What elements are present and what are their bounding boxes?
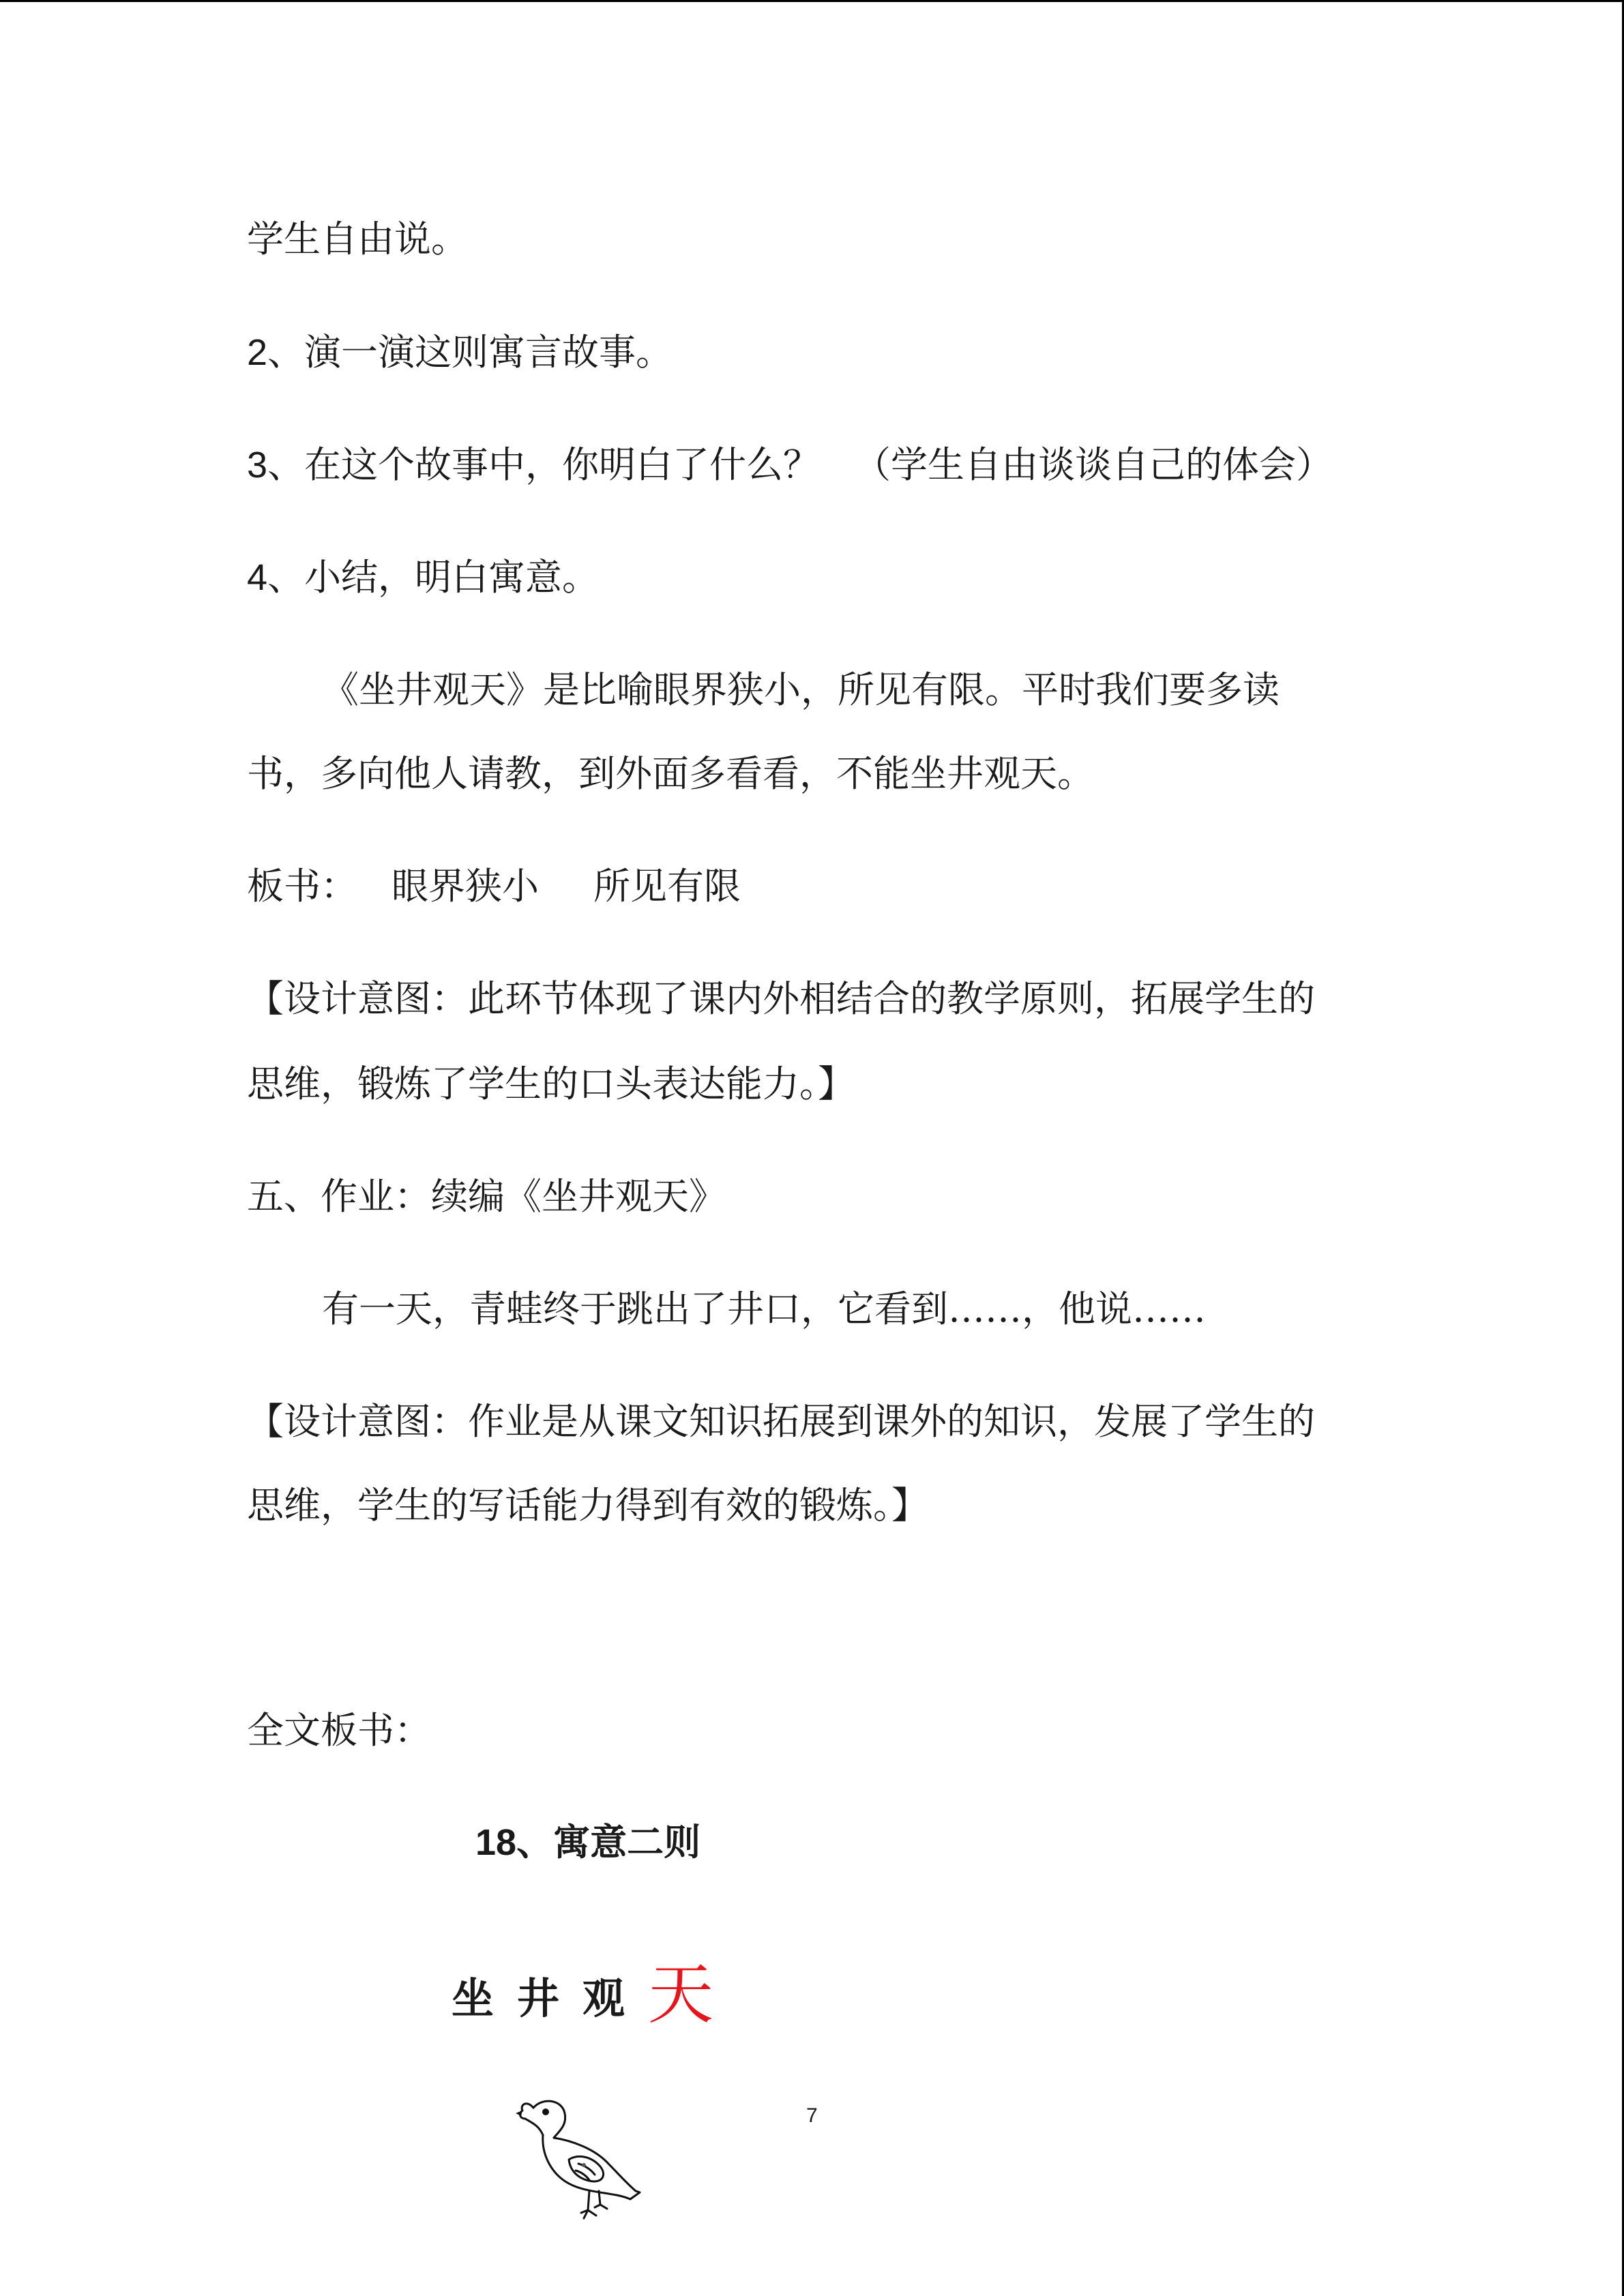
story-title-sky-char: 天: [648, 1956, 714, 2033]
text-what-learned: 、在这个故事中，你明白了什么？: [267, 443, 821, 486]
board-item-2: 所见有限: [593, 865, 741, 908]
text-line-summary: [247, 554, 599, 601]
item-number: 2: [247, 332, 268, 373]
story-title: [452, 1956, 714, 2033]
text-full-board: 全文板书：: [247, 1709, 431, 1752]
text-design-intent-2a: 【设计意图：作业是从课文知识拓展到课外的知识，发展了学生的: [247, 1400, 1315, 1443]
page-top-border: [0, 0, 1624, 2]
item-number: 3: [247, 445, 268, 486]
item-number: 4: [247, 557, 268, 598]
lesson-number: 18: [475, 1822, 517, 1863]
text-line-what-learned: [247, 441, 1333, 489]
text-line-student-free-talk: [247, 215, 468, 263]
design-intent-1-line-1: [247, 975, 1315, 1023]
text-line-board: [247, 863, 741, 910]
text-student-free-talk: 学生自由说。: [247, 218, 468, 260]
paragraph-moral-line-1: [322, 666, 1280, 714]
story-title-char: 观: [582, 1973, 625, 2023]
story-title-char: 坐: [452, 1973, 494, 2023]
design-intent-1-line-2: [247, 1060, 855, 1108]
text-line-act-story: [247, 329, 673, 376]
board-label: 板书：: [247, 865, 357, 908]
text-line-full-board: [247, 1707, 431, 1755]
text-moral-1: 《坐井观天》是比喻眼界狭小，所见有限。平时我们要多读: [322, 668, 1280, 711]
lesson-title-text: 、寓意二则: [516, 1821, 701, 1864]
bird-illustration: [513, 2090, 649, 2226]
story-title-char: 井: [517, 1973, 560, 2023]
text-line-homework: [247, 1173, 726, 1221]
text-homework-sentence: 有一天，青蛙终于跳出了井口，它看到……，他说……: [322, 1287, 1206, 1330]
board-item-1: 眼界狭小: [392, 865, 539, 908]
text-homework: 五、作业：续编《坐井观天》: [247, 1175, 726, 1218]
text-note: （学生自由谈谈自己的体会）: [854, 443, 1333, 486]
text-design-intent-1b: 思维，锻炼了学生的口头表达能力。】: [247, 1062, 855, 1105]
text-design-intent-1a: 【设计意图：此环节体现了课内外相结合的教学原则，拓展学生的: [247, 977, 1315, 1020]
design-intent-2-line-1: [247, 1398, 1315, 1446]
text-line-homework-sentence: [322, 1285, 1206, 1333]
lesson-title: [475, 1819, 700, 1866]
text-design-intent-2b: 思维，学生的写话能力得到有效的锻炼。】: [247, 1484, 928, 1527]
paragraph-moral-line-2: [247, 750, 1094, 798]
design-intent-2-line-2: [247, 1482, 928, 1530]
text-act-story: 、演一演这则寓言故事。: [267, 331, 673, 374]
text-summary: 、小结，明白寓意。: [267, 556, 600, 599]
page-number: 7: [806, 2104, 818, 2127]
text-moral-2: 书，多向他人请教，到外面多看看，不能坐井观天。: [247, 752, 1094, 795]
